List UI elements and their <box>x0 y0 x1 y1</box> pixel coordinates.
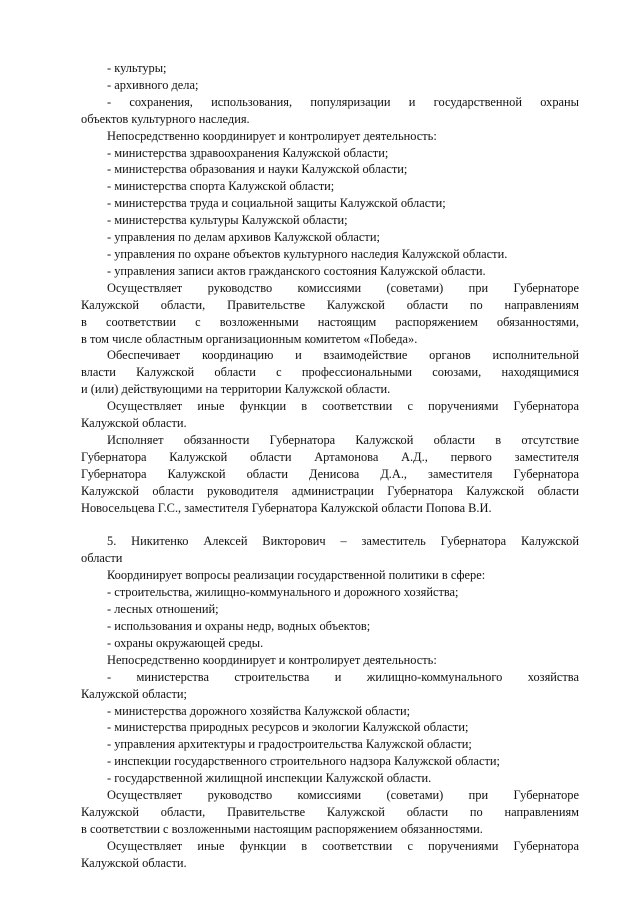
text-line: Осуществляет руководство комиссиями (советами) при Губернаторе <box>107 788 579 803</box>
text-line: Координирует вопросы реализации государственной политики в сфере: <box>107 568 486 583</box>
text-line: - управления по делам архивов Калужской области; <box>107 230 380 245</box>
text-line: - лесных отношений; <box>107 602 219 617</box>
text-line: - управления архитектуры и градостроительства Калужской области; <box>107 737 472 752</box>
text-line: Осуществляет иные функции в соответствии с поручениями Губернатора <box>107 399 579 414</box>
text-line: - министерства дорожного хозяйства Калужской области; <box>107 703 411 718</box>
text-line: в том числе областным организационным комитетом «Победа». <box>81 331 418 346</box>
text-line: объектов культурного наследия. <box>81 111 250 126</box>
text-line: Новосельцева Г.С., заместителя Губернатора Калужской области Попова В.И. <box>81 500 492 515</box>
text-line: Губернатора Калужской области Артамонова А.Д., первого заместителя <box>81 449 579 464</box>
text-line: Калужской области. <box>81 416 187 431</box>
text-line: Исполняет обязанности Губернатора Калужской области в отсутствие <box>107 432 579 447</box>
text-line: Осуществляет руководство комиссиями (советами) при Губернаторе <box>107 280 579 295</box>
text-line: Губернатора Калужской области Денисова Д.А., заместителя Губернатора <box>81 466 579 481</box>
text-line: - строительства, жилищно-коммунального и дорожного хозяйства; <box>107 585 459 600</box>
section-gap <box>81 516 579 533</box>
text-line: Калужской области, Правительстве Калужской области по направлениям <box>81 297 579 312</box>
text-line: в соответствии с возложенными настоящим распоряжением обязанностями, <box>81 314 579 329</box>
text-line: Калужской области руководителя администрации Губернатора Калужской области <box>81 483 579 498</box>
text-line: - министерства природных ресурсов и экологии Калужской области; <box>107 720 469 735</box>
document-page <box>81 60 579 872</box>
text-line: - государственной жилищной инспекции Калужской области. <box>107 771 432 786</box>
text-line: власти Калужской области с профессиональными союзами, находящимися <box>81 365 579 380</box>
text-line: Калужской области, Правительстве Калужской области по направлениям <box>81 804 579 819</box>
text-line: Непосредственно координирует и контролирует деятельность: <box>107 652 437 667</box>
text-line: 5. Никитенко Алексей Викторович – заместитель Губернатора Калужской <box>107 534 579 549</box>
text-line: - управления записи актов гражданского состояния Калужской области. <box>107 263 486 278</box>
text-line: - инспекции государственного строительного надзора Калужской области; <box>107 754 500 769</box>
text-line: области <box>81 551 123 566</box>
text-line: Непосредственно координирует и контролирует деятельность: <box>107 128 437 143</box>
text-line: - министерства образования и науки Калужской области; <box>107 162 408 177</box>
text-line: - министерства спорта Калужской области; <box>107 179 335 194</box>
text-line: - культуры; <box>107 61 167 75</box>
text-line: и (или) действующими на территории Калужской области. <box>81 382 391 397</box>
text-line: Обеспечивает координацию и взаимодействие органов исполнительной <box>107 348 579 363</box>
text-line: Калужской области. <box>81 855 187 870</box>
text-line: - использования и охраны недр, водных объектов; <box>107 619 371 633</box>
text-line: - министерства культуры Калужской области; <box>107 213 348 228</box>
text-line: - охраны окружающей среды. <box>107 635 264 650</box>
text-line: - сохранения, использования, популяризации и государственной охраны <box>107 94 579 109</box>
text-line: в соответствии с возложенными настоящим распоряжением обязанностями. <box>81 821 483 836</box>
text-line: - управления по охране объектов культурного наследия Калужской области. <box>107 246 508 261</box>
text-line: Калужской области; <box>81 686 187 701</box>
text-line: Осуществляет иные функции в соответствии с поручениями Губернатора <box>107 838 579 853</box>
text-line: - министерства строительства и жилищно-коммунального хозяйства <box>107 669 579 684</box>
text-line: - министерства труда и социальной защиты Калужской области; <box>107 196 446 211</box>
text-line: - министерства здравоохранения Калужской области; <box>107 145 389 160</box>
text-line: - архивного дела; <box>107 77 199 92</box>
